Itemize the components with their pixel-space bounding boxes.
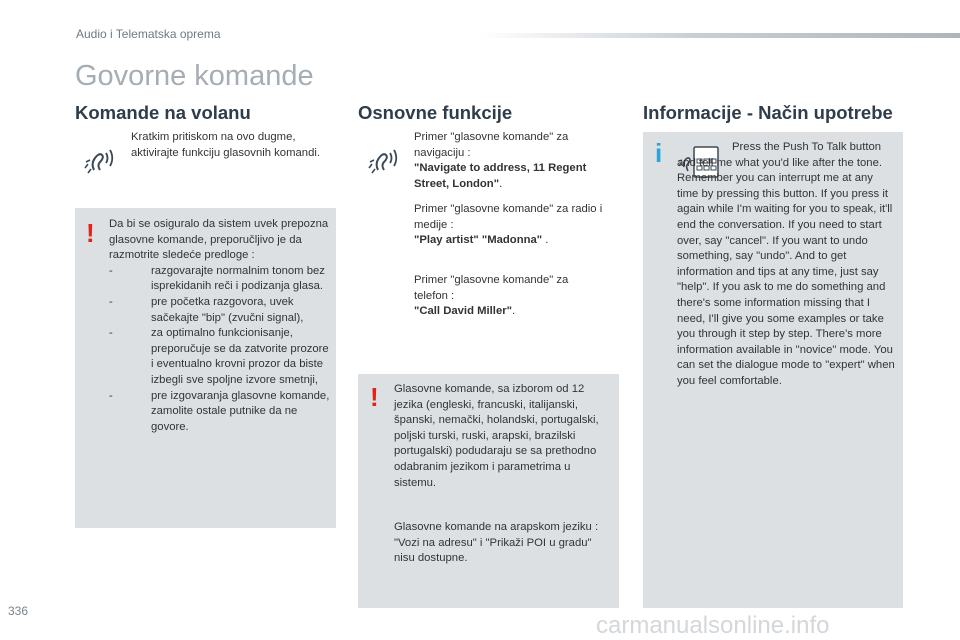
list-dash: -: [109, 327, 113, 340]
radio-example: Primer "glasovne komande" za radio i medije : "Play artist" "Madonna" .: [414, 202, 614, 249]
header-rule: [480, 33, 960, 38]
voice-command-icon: [364, 140, 404, 180]
info-text: Press the Push To Talk button and tell me what you'd like after the tone. Remember you can interrupt me at any time by pressing this button. If you press it again while I'm waiting for you to speak, it'll end the conversation. If you need to start over, say "cancel". If you want to undo something, say "undo". And to get information and tips at any time, just say "help". If you ask to me do something and there's some information missing that I need, I'll give you some examples or take you through it step by step. There's more information available in "novice" mode. You can set the dialogue mode to "expert" when you feel comfortable.: [677, 141, 895, 387]
steering-warning-text: [109, 217, 331, 435]
steering-intro: Kratkim pritiskom na ovo dugme, aktivirajte funkciju glasovnih komandi.: [131, 131, 321, 159]
phone-example-label: Primer "glasovne komande" za telefon :: [414, 274, 569, 302]
voice-command-icon: [80, 140, 120, 180]
warning-icon: !: [370, 382, 379, 412]
nav-example-command: "Navigate to address, 11 Regent Street, London": [414, 162, 587, 190]
phone-example: Primer "glasovne komande" za telefon : "Call David Miller".: [414, 273, 604, 320]
steering-heading: Komande na volanu: [75, 102, 251, 123]
radio-example-label: Primer "glasovne komande" za radio i medije :: [414, 203, 603, 231]
radio-example-command: "Play artist" "Madonna": [414, 234, 543, 247]
page-title: Govorne komande: [75, 60, 314, 92]
basic-warning-p1: Glasovne komande, sa izborom od 12 jezika (engleski, francuski, italijanski, španski, nemački, holandski, portugalski, poljski turski, ruski, arapski, brazilski portugalski) podudaraju se sa prethodno odabranim jezikom i parametrima u sistemu.: [394, 383, 599, 489]
warning-icon: !: [86, 218, 95, 248]
page-number: 336: [8, 604, 29, 618]
list-item-text: za optimalno funkcionisanje, preporučuje se da zatvorite prozore i eventualno krovni prozor da biste izbegli sve spoljne izvore smetnji,: [151, 327, 329, 386]
list-item: [109, 326, 331, 388]
list-dash: -: [109, 295, 113, 308]
basic-warning-p2: Glasovne komande na arapskom jeziku : "Vozi na adresu" i "Prikaži POI u gradu" nisu dostupne.: [394, 521, 599, 565]
info-icon: i: [655, 138, 663, 168]
nav-example-label: Primer "glasovne komande" za navigaciju :: [414, 131, 569, 159]
list-item-text: pre izgovaranja glasovne komande, zamolite ostale putnike da ne govore.: [151, 389, 330, 433]
steering-warning-intro: Da bi se osiguralo da sistem uvek prepozna glasovne komande, preporučljivo je da razmotrite sledeće predloge :: [109, 218, 329, 262]
phone-example-command: "Call David Miller": [414, 305, 512, 318]
basic-heading: Osnovne funkcije: [358, 102, 513, 123]
nav-example: Primer "glasovne komande" za navigaciju : "Navigate to address, 11 Regent Street, London".: [414, 130, 610, 192]
watermark: carmanualsonline.info: [596, 612, 830, 639]
list-dash: -: [109, 389, 113, 402]
list-item: [109, 264, 331, 295]
list-item: [109, 295, 331, 326]
list-item-text: pre početka razgovora, uvek sačekajte "bip" (zvučni signal),: [151, 295, 304, 324]
info-heading: Informacije - Način upotrebe: [643, 102, 893, 123]
list-item-text: razgovarajte normalnim tonom bez isprekidanih reči i podizanja glasa.: [151, 264, 325, 293]
list-item: [109, 389, 331, 436]
list-dash: -: [109, 264, 113, 277]
section-header: Audio i Telematska oprema: [76, 27, 221, 41]
